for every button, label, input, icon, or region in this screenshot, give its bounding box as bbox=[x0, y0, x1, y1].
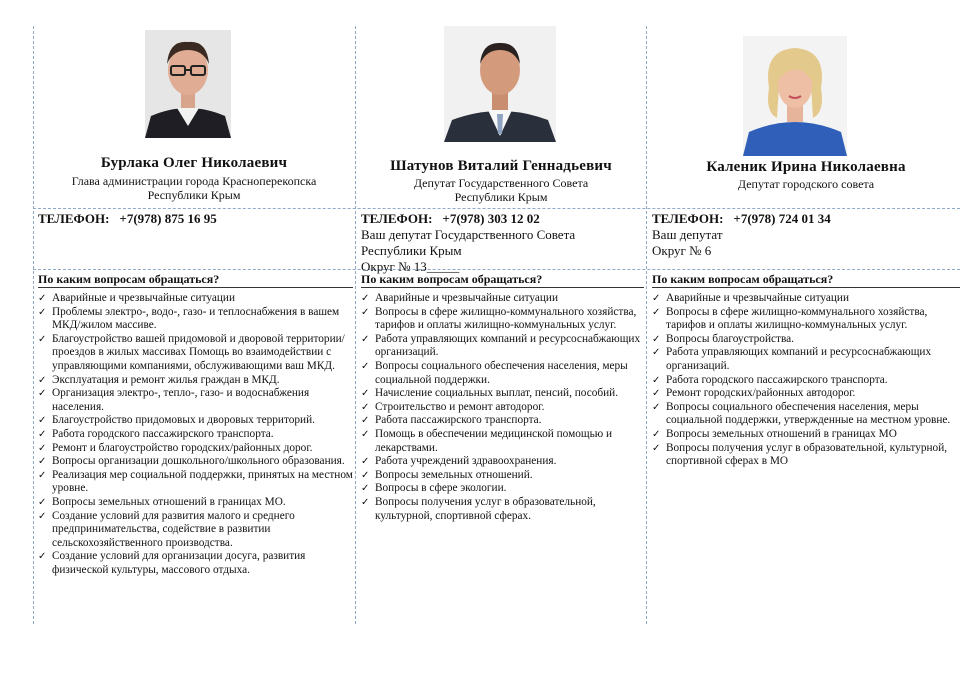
district-info: Ваш депутат bbox=[652, 227, 723, 242]
questions-heading: По каким вопросам обращаться? bbox=[38, 272, 353, 288]
list-item: ✓ Вопросы в сфере жилищно-коммунального хозяйства, тарифов и оплаты жилищно-коммунальных услуг. bbox=[361, 306, 644, 333]
list-item: ✓ Ремонт городских/районных автодорог. bbox=[652, 387, 960, 401]
list-item: ✓ Вопросы земельных отношений в границах МО bbox=[652, 428, 960, 442]
phone-line bbox=[38, 211, 351, 227]
list-item: ✓ Эксплуатация и ремонт жилья граждан в МКД. bbox=[38, 374, 353, 388]
list-item: ✓ Работа учреждений здравоохранения. bbox=[361, 455, 644, 469]
list-item: ✓ Работа городского пассажирского транспорта. bbox=[652, 374, 960, 388]
person-position: Депутат городского совета bbox=[737, 177, 875, 191]
list-item: ✓ Аварийные и чрезвычайные ситуации bbox=[38, 292, 353, 306]
list-item: ✓ Вопросы благоустройства. bbox=[652, 333, 960, 347]
list-item: ✓ Проблемы электро-, водо-, газо- и теплоснабжения в вашем МКД/жилом массиве. bbox=[38, 306, 353, 333]
list-item: ✓ Ремонт и благоустройство городских/районных дорог. bbox=[38, 442, 353, 456]
district-info: Республики Крым bbox=[361, 243, 462, 258]
contacts-sheet bbox=[33, 26, 960, 626]
list-item: ✓ Аварийные и чрезвычайные ситуации bbox=[361, 292, 644, 306]
list-item: ✓ Работа управляющих компаний и ресурсоснабжающих организаций. bbox=[361, 333, 644, 360]
person-name: Бурлака Олег Николаевич bbox=[100, 155, 288, 171]
list-item: ✓ Вопросы получения услуг в образовательной, культурной, спортивной сферах в МО bbox=[652, 442, 960, 469]
portrait-man-suit-icon bbox=[444, 26, 556, 142]
issues-list bbox=[38, 292, 353, 577]
list-item: ✓ Вопросы земельных отношений. bbox=[361, 469, 644, 483]
district-number: Округ № 6 bbox=[652, 243, 712, 258]
list-item: ✓ Вопросы земельных отношений в границах МО. bbox=[38, 496, 353, 510]
portrait-photo bbox=[743, 36, 847, 156]
list-item: ✓ Работа городского пассажирского транспорта. bbox=[38, 428, 353, 442]
phone-number[interactable]: +7(978) 875 16 95 bbox=[119, 211, 217, 226]
person-name: Шатунов Виталий Геннадьевич bbox=[390, 158, 612, 174]
phone-label: ТЕЛЕФОН: bbox=[652, 211, 724, 226]
list-item: ✓ Реализация мер социальной поддержки, принятых на местном уровне. bbox=[38, 469, 353, 496]
list-item: ✓ Создание условий для развития малого и среднего предпринимательства, содействие в развитии сельскохозяйственного производства. bbox=[38, 510, 353, 551]
person-name: Каленик Ирина Николаевна bbox=[706, 159, 906, 175]
portrait-photo bbox=[444, 26, 556, 142]
list-item: ✓ Вопросы социального обеспечения населения, меры социальной поддержки. bbox=[361, 360, 644, 387]
issues-list bbox=[361, 292, 644, 523]
questions-heading: По каким вопросам обращаться? bbox=[652, 272, 960, 288]
list-item: ✓ Строительство и ремонт автодорог. bbox=[361, 401, 644, 415]
portrait-woman-icon bbox=[743, 36, 847, 156]
contact-block bbox=[652, 211, 960, 259]
list-item: ✓ Работа пассажирского транспорта. bbox=[361, 414, 644, 428]
list-item: ✓ Вопросы получения услуг в образовательной, культурной, спортивной сферах. bbox=[361, 496, 644, 523]
phone-label: ТЕЛЕФОН: bbox=[38, 211, 110, 226]
list-item: ✓ Начисление социальных выплат, пенсий, пособий. bbox=[361, 387, 644, 401]
person-position: Глава администрации города Красноперекопска Республики Крым bbox=[71, 174, 317, 202]
list-item: ✓ Вопросы организации дошкольного/школьного образования. bbox=[38, 455, 353, 469]
list-item: ✓ Создание условий для организации досуга, развития физической культуры, массового отдыха. bbox=[38, 550, 353, 577]
phone-label: ТЕЛЕФОН: bbox=[361, 211, 433, 226]
list-item: ✓ Организация электро-, тепло-, газо- и водоснабжения населения. bbox=[38, 387, 353, 414]
list-item: ✓ Вопросы в сфере жилищно-коммунального хозяйства, тарифов и оплаты жилищно-коммунальных услуг. bbox=[652, 306, 960, 333]
questions-heading: По каким вопросам обращаться? bbox=[361, 272, 644, 288]
list-item: ✓ Вопросы в сфере экологии. bbox=[361, 482, 644, 496]
contact-block bbox=[38, 211, 351, 227]
person-card-burlaka bbox=[33, 26, 355, 622]
person-card-shatunov bbox=[356, 26, 646, 622]
portrait-photo bbox=[145, 30, 231, 138]
list-item: ✓ Работа управляющих компаний и ресурсоснабжающих организаций. bbox=[652, 346, 960, 373]
district-number: Округ № 13_____ bbox=[361, 259, 460, 274]
phone-line bbox=[652, 211, 960, 227]
phone-number[interactable]: +7(978) 724 01 34 bbox=[733, 211, 831, 226]
district-info: Ваш депутат Государственного Совета bbox=[361, 227, 576, 242]
list-item: ✓ Благоустройство придомовых и дворовых территорий. bbox=[38, 414, 353, 428]
contact-block bbox=[361, 211, 642, 275]
list-item: ✓ Аварийные и чрезвычайные ситуации bbox=[652, 292, 960, 306]
portrait-man-glasses-icon bbox=[145, 30, 231, 138]
phone-number[interactable]: +7(978) 303 12 02 bbox=[442, 211, 540, 226]
phone-line bbox=[361, 211, 642, 227]
person-card-kalenik bbox=[647, 26, 960, 622]
person-position: Депутат Государственного Совета Республики Крым bbox=[413, 176, 589, 204]
list-item: ✓ Вопросы социального обеспечения населения, меры социальной поддержки, утвержденные на местном уровне. bbox=[652, 401, 960, 428]
list-item: ✓ Помощь в обеспечении медицинской помощью и лекарствами. bbox=[361, 428, 644, 455]
issues-list bbox=[652, 292, 960, 469]
list-item: ✓ Благоустройство вашей придомовой и дворовой территории/проездов в жилых массивах Помощь во взаимодействии с управляющими компаниями, обслуживающими ваш МКД. bbox=[38, 333, 353, 374]
